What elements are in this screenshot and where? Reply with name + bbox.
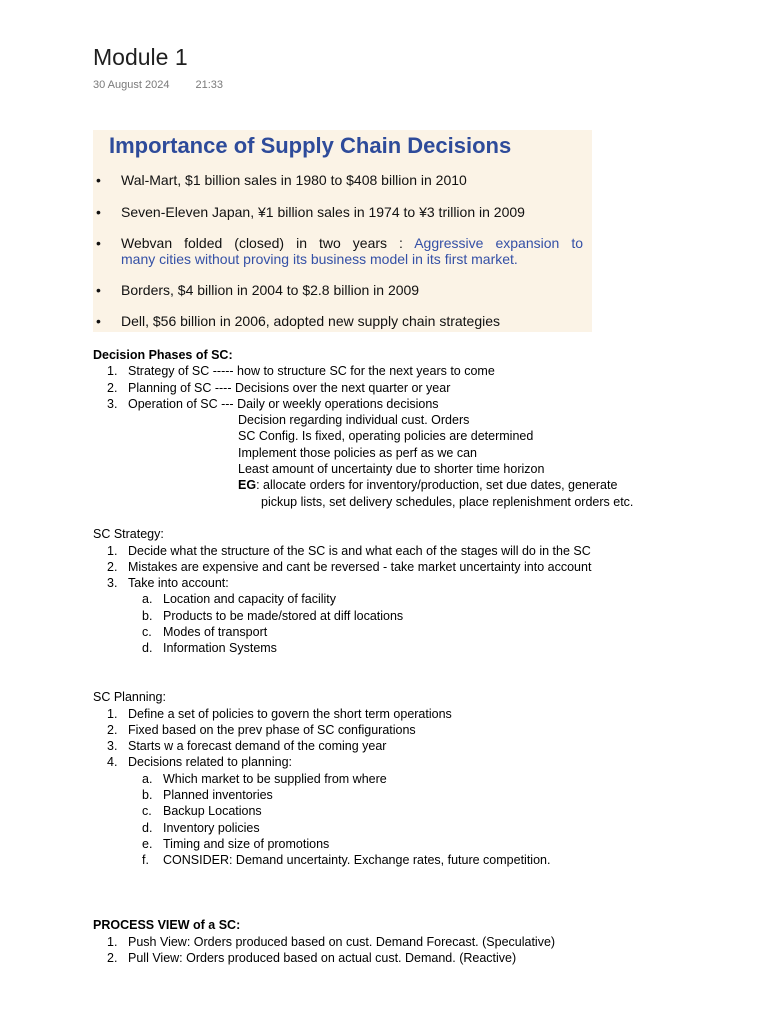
process-view-list [93, 934, 753, 967]
section-heading: PROCESS VIEW of a SC: [93, 918, 241, 933]
sc-strategy-list [93, 543, 753, 657]
list-item: 2. Fixed based on the prev phase of SC configurations [107, 722, 416, 737]
detail-line: Implement those policies as perf as we can [238, 445, 478, 460]
sub-list-item: b. Products to be made/stored at diff locations [142, 608, 404, 623]
list-item: 2. Mistakes are expensive and cant be reversed - take market uncertainty into account [107, 559, 592, 574]
section-heading: Decision Phases of SC: [93, 348, 233, 362]
example-line-continuation: pickup lists, set delivery schedules, place replenishment orders etc. [261, 494, 634, 509]
page-title: Module 1 [93, 44, 188, 70]
sub-list-item: c. Backup Locations [142, 804, 262, 819]
list-item: 3. Take into account: [107, 576, 229, 591]
list-item: 2. Planning of SC ---- Decisions over the next quarter or year [107, 380, 451, 395]
sub-list-item: d. Information Systems [142, 641, 277, 656]
notes-body [93, 347, 753, 966]
sub-list-item: d. Inventory policies [142, 820, 260, 835]
list-item: 2. Pull View: Orders produced based on actual cust. Demand. (Reactive) [107, 950, 517, 965]
sub-list-item: e. Timing and size of promotions [142, 836, 330, 851]
detail-line: Least amount of uncertainty due to shorter time horizon [238, 462, 545, 477]
page-time: 21:33 [195, 79, 223, 91]
page-timestamp [93, 79, 223, 91]
list-item: 1. Define a set of policies to govern the short term operations [107, 706, 452, 721]
sub-list-item: c. Modes of transport [142, 625, 268, 640]
sub-list-item: a. Location and capacity of facility [142, 592, 337, 607]
detail-line: SC Config. Is fixed, operating policies are determined [238, 429, 534, 444]
list-item: 3. Operation of SC --- Daily or weekly operations decisions [107, 396, 439, 411]
list-item: 1. Strategy of SC ----- how to structure SC for the next years to come [107, 364, 495, 379]
sub-list-item: a. Which market to be supplied from where [142, 771, 387, 786]
slide-image: Importance of Supply Chain Decisions • Wal-Mart, $1 billion sales in 1980 to $408 billion in 2010 • Seven-Eleven Japan, ¥1 billion sales in 1974 to ¥3 trillion in 2009 • Webvan folded (closed) in two years : Aggressive expansion to many cities without proving its business model in its first market. • Borders, $4 billion in 2004 to $2.8 billion in 2009 • Dell, $56 billion in 2006, adopted new supply chain strategies [93, 130, 592, 332]
decision-phases-list [93, 363, 753, 412]
example-line: EG: allocate orders for inventory/production, set due dates, generate [238, 478, 618, 493]
list-item: 1. Push View: Orders produced based on cust. Demand Forecast. (Speculative) [107, 934, 556, 949]
list-item: 3. Starts w a forecast demand of the coming year [107, 739, 387, 754]
list-item: 1. Decide what the structure of the SC is and what each of the stages will do in the SC [107, 543, 591, 558]
section-heading: SC Strategy: [93, 527, 164, 542]
detail-line: Decision regarding individual cust. Orders [238, 413, 470, 428]
page-date: 30 August 2024 [93, 79, 170, 91]
section-heading: SC Planning: [93, 690, 166, 705]
sub-list-item: f. CONSIDER: Demand uncertainty. Exchange rates, future competition. [142, 853, 551, 868]
slide-title: Importance of Supply Chain Decisions [109, 133, 512, 158]
list-item: 4. Decisions related to planning: [107, 755, 292, 770]
sc-planning-list [93, 706, 753, 869]
sub-list-item: b. Planned inventories [142, 788, 273, 803]
